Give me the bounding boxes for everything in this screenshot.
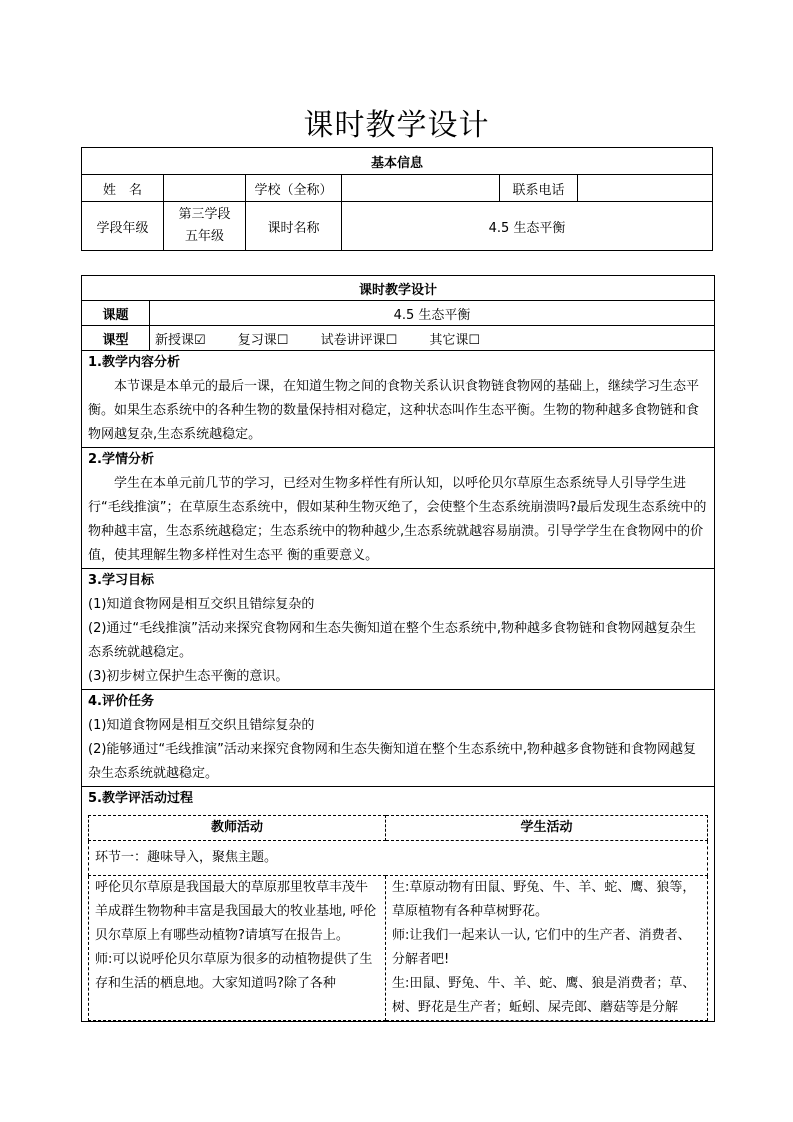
lesson-type-options	[150, 326, 715, 351]
assessment-item: (1)知道食物网是相互交织且错综复杂的	[88, 718, 315, 733]
content-analysis-heading: 1.教学内容分析	[88, 355, 180, 370]
assessment-heading: 4.评价任务	[88, 694, 154, 709]
lesson-type-review[interactable]: 复习课☐	[237, 332, 289, 348]
name-value	[164, 175, 246, 202]
student-activity-header: 学生活动	[386, 816, 708, 841]
basic-info-header: 基本信息	[82, 148, 713, 175]
content-analysis-section	[82, 351, 715, 448]
topic-value: 4.5 生态平衡	[150, 301, 715, 326]
objectives-heading: 3.学习目标	[88, 573, 154, 588]
lesson-name-label: 课时名称	[246, 202, 342, 251]
school-label: 学校（全称）	[246, 175, 342, 202]
objective-item: (1)知道食物网是相互交织且错综复杂的	[88, 597, 315, 612]
student-activity-cell	[386, 876, 708, 1021]
grade-value-stage: 第三学段	[178, 207, 231, 222]
activity-table	[88, 815, 708, 1021]
phone-value	[578, 175, 713, 202]
lesson-design-table	[81, 275, 715, 1022]
objective-item: (2)通过“毛线推演”活动来探究食物网和生态失衡知道在整个生态系统中,物种越多食物链和食物网越复杂生态系统就越稳定。	[88, 621, 697, 660]
name-label: 姓 名	[82, 175, 164, 202]
type-label: 课型	[82, 326, 150, 351]
page-title: 课时教学设计	[303, 108, 490, 143]
page-bottom-margin	[0, 1027, 793, 1122]
grade-value	[164, 202, 246, 251]
grade-value-year: 五年级	[184, 229, 224, 244]
assessment-item: (2)能够通过“毛线推演”活动来探究食物网和生态失衡知道在整个生态系统中,物种越多食物链和食物网越复杂生态系统就越稳定。	[88, 742, 697, 781]
process-section	[82, 787, 715, 1022]
school-value	[342, 175, 500, 202]
objectives-section	[82, 569, 715, 690]
teacher-activity-text: 呼伦贝尔草原是我国最大的草原那里牧草丰茂牛羊成群生物物种丰富是我国最大的牧业基地, 呼伦贝尔草原上有哪些动植物?请填写在报告上。	[95, 880, 377, 943]
grade-label: 学段年级	[82, 202, 164, 251]
process-heading: 5.教学评活动过程	[88, 791, 193, 806]
learner-analysis-section	[82, 448, 715, 569]
lesson-type-new[interactable]: 新授课☑	[155, 332, 206, 348]
lesson-name-value: 4.5 生态平衡	[342, 202, 713, 251]
objective-item: (3)初步树立保护生态平衡的意识。	[88, 669, 289, 684]
basic-info-table	[81, 147, 713, 251]
student-activity-text: 师:让我们一起来认一认, 它们中的生产者、消费者、分解者吧!	[392, 928, 691, 967]
student-activity-text: 生:草原动物有田鼠、野兔、牛、羊、蛇、鹰、狼等，草原植物有各种草树野花。	[392, 880, 696, 919]
teacher-activity-cell	[89, 876, 386, 1021]
phone-label: 联系电话	[500, 175, 578, 202]
topic-label: 课题	[82, 301, 150, 326]
learner-analysis-heading: 2.学情分析	[88, 452, 154, 467]
lesson-type-exam-review[interactable]: 试卷讲评课☐	[320, 332, 398, 348]
lesson-design-header: 课时教学设计	[82, 276, 715, 301]
content-analysis-text: 本节课是本单元的最后一课，在知道生物之间的食物关系认识食物链食物网的基础上，继续学习生态平衡。如果生态系统中的各种生物的数量保持相对稳定，这种状态叫作生态平衡。生物的物种越多食物链和食物网越复杂,生态系统越稳定。	[88, 379, 700, 442]
learner-analysis-text: 学生在本单元前几节的学习，已经对生物多样性有所认知，以呼伦贝尔草原生态系统导人引导学生进行“毛线推演”；在草原生态系统中，假如某种生物灭绝了，会使整个生态系统崩溃吗?最后发现生态系统中的物种越丰富，生态系统越稳定；生态系统中的物种越少,生态系统就越容易崩溃。引导学学生在食物网中的价值，使其理解生物多样性对生态平 衡的重要意义。	[88, 476, 707, 563]
student-activity-text: 生:田鼠、野兔、牛、羊、蛇、鹰、狼是消费者；草、树、野花是生产者；蚯蚓、屎壳郎、蘑菇等是分解	[392, 976, 696, 1015]
lesson-type-other[interactable]: 其它课☐	[429, 332, 481, 348]
teacher-activity-header: 教师活动	[89, 816, 386, 841]
assessment-section	[82, 690, 715, 787]
teacher-activity-text: 师:可以说呼伦贝尔草原为很多的动植物提供了生存和生活的栖息地。大家知道吗?除了各种	[95, 952, 373, 991]
stage-one-row: 环节一：趣味导入，聚焦主题。	[89, 841, 708, 876]
